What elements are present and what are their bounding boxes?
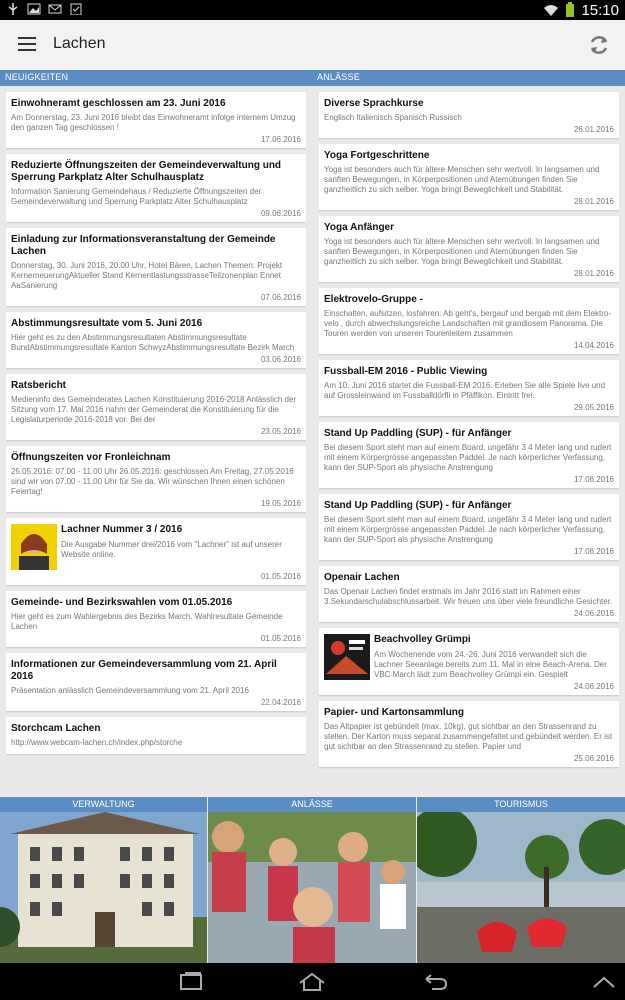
item-summary: Am Wochenende vom 24.-26. Juni 2016 verwandelt sich die Lachner Seeanlage bereits zum 11. Mal in eine Beach-Arena. Der VBC March lädt zum Beachvolley Grümpi ein. Gespielt [374, 650, 607, 679]
news-item[interactable] [6, 717, 306, 754]
news-item[interactable] [6, 92, 306, 148]
item-date: 19.05.2016 [260, 499, 301, 508]
tab-label: VERWALTUNG [0, 797, 207, 812]
item-title: Öffnungszeiten vor Fronleichnam [11, 452, 171, 463]
item-summary: Medieninfo des Gemeinderates Lachen Konstituierung 2016-2018 Anlässlich der Sitzung vom 17. Mai 2016 nahm der Gemeinderat die Konstituierung für die Legislaturperiode 2016-2018 vor. Bei der [11, 395, 297, 424]
notification-icons [6, 2, 83, 16]
item-date: 23.05.2016 [260, 427, 301, 436]
item-summary: Yoga ist besonders auch für ältere Menschen sehr wertvoll. In langsamen und sanften Bewegungen, in Körperpositionen und Atemübungen finden Sie ganzheitlich zu sich selber. Yoga bringt Beweglichkeit und Stabilität. [324, 237, 600, 266]
item-body [374, 634, 614, 680]
item-summary: 25.05.2016: 07.00 - 11.00 Uhr 26.05.2016: geschlossen Am Freitag, 27.05.2016 sind wir von 07.00 - 11.00 Uhr für Sie da. Wir wünschen Ihnen einen schönen Feiertag! [11, 467, 294, 496]
image-icon [27, 2, 41, 16]
events-list[interactable] [319, 86, 619, 798]
item-date: 17.06.2016 [573, 547, 614, 556]
item-date: 25.06.2016 [573, 754, 614, 763]
news-list[interactable] [6, 86, 306, 798]
item-date: 28.01.2016 [573, 197, 614, 206]
item-date: 24.06.2016 [573, 682, 614, 691]
news-item[interactable] [6, 653, 306, 711]
item-title: Gemeinde- und Bezirkswahlen vom 01.05.2016 [11, 597, 233, 608]
item-date: 01.05.2016 [260, 634, 301, 643]
item-summary: Englisch Italienisch Spanisch Russisch [324, 113, 462, 122]
item-title: Storchcam Lachen [11, 723, 101, 734]
item-title: Yoga Anfänger [324, 222, 395, 233]
item-date: 03.06.2016 [260, 355, 301, 364]
item-title: Yoga Fortgeschrittene [324, 150, 430, 161]
events-header: ANLÄSSE [317, 72, 360, 82]
event-item[interactable] [319, 566, 619, 622]
chevron-up-icon[interactable] [588, 971, 620, 993]
status-bar [0, 0, 625, 20]
item-title: Openair Lachen [324, 572, 400, 583]
column-headers [0, 70, 625, 86]
mail-icon [48, 2, 62, 16]
tab-tourismus[interactable] [417, 797, 625, 963]
beachvolley-thumbnail [324, 634, 370, 680]
refresh-icon[interactable] [587, 33, 611, 57]
item-summary: Präsentation anlässlich Gemeindeversammlung vom 21. April 2016 [11, 686, 249, 695]
event-item[interactable] [319, 92, 619, 138]
item-title: Stand Up Paddling (SUP) - für Anfänger [324, 428, 512, 439]
item-title: Elektrovelo-Gruppe - [324, 294, 423, 305]
tab-anlaesse[interactable] [208, 797, 416, 963]
page-title: Lachen [53, 35, 106, 52]
item-summary: Die Ausgabe Nummer drei/2016 vom "Lachner" ist auf unserer Website online. [61, 540, 282, 559]
item-date: 17.06.2016 [260, 135, 301, 144]
townhall-image [0, 812, 207, 963]
tab-label: TOURISMUS [417, 797, 625, 812]
wifi-icon [543, 3, 559, 17]
usb-icon [6, 2, 20, 16]
news-item[interactable] [6, 591, 306, 647]
news-header: NEUIGKEITEN [5, 72, 69, 82]
item-title: Reduzierte Öffnungszeiten der Gemeindeverwaltung und Sperrung Parkplatz Alter Schulhausplatz [11, 160, 282, 183]
item-title: Einladung zur Informationsveranstaltung der Gemeinde Lachen [11, 234, 276, 257]
news-item[interactable] [6, 374, 306, 440]
item-summary: Hier geht es zum Wahlergebnis des Bezirks March. Wahlresultate Gemeinde Lachen [11, 612, 283, 631]
news-item[interactable] [6, 154, 306, 222]
item-date: 29.05.2016 [573, 403, 614, 412]
item-summary: Am 10. Juni 2016 startet die Fussball-EM 2016. Erleben Sie alle Spiele live und auf Grossleinwand im Fussballdörfli in Pfäffikon. Eintritt frei. [324, 381, 606, 400]
event-item[interactable] [319, 360, 619, 416]
item-date: 09.06.2016 [260, 209, 301, 218]
event-item[interactable] [319, 628, 619, 695]
item-summary: Einschalten, aufsitzen, losfahren: Ab geht's, bergauf und bergab mit dem Elektro-velo , durch abwechslungsreiche Landschaften mit grandiosem Panorama. Die Touren werden von unseren Tourenleitern zusammen [324, 309, 612, 338]
item-title: Fussball-EM 2016 - Public Viewing [324, 366, 488, 377]
item-summary: Yoga ist besonders auch für ältere Menschen sehr wertvoll. In langsamen und sanften Bewegungen, in Körperpositionen und Atemübungen finden Sie ganzheitlich zu sich selber. Yoga bringt Beweglichkeit und Stabilität. [324, 165, 600, 194]
item-date: 24.06.2016 [573, 609, 614, 618]
system-nav-bar [0, 963, 625, 1000]
news-item[interactable] [6, 312, 306, 368]
item-date: 26.01.2016 [573, 125, 614, 134]
item-summary: Donnerstag, 30. Juni 2016, 20.00 Uhr, Hotel Bären, Lachen Themen: Projekt KernerneuerungAktueller Stand KernentlastungsstrasseTeilzonenplan Ennet AaSanierung [11, 261, 283, 290]
item-summary: Bei diesem Sport steht man auf einem Board, ungefähr 3 4 Meter lang und rudert mit einem Körpergrösse angepassten Paddel. Je nach körperlicher Verfassung, kann der SUP-Sport als physische Anstrengung [324, 443, 612, 472]
item-summary: Hier geht es zu den Abstimmungsresultaten Abstimmungsresultate BundAbstimmungsresultate Kanton SchwyzAbstimmungsresultate Bezirk March [11, 333, 295, 352]
item-summary: Bei diesem Sport steht man auf einem Board, ungefähr 3 4 Meter lang und rudert mit einem Körpergrösse angepassten Paddel. Je nach körperlicher Verfassung, kann der SUP-Sport als physische Anstrengung [324, 515, 612, 544]
item-summary: http://www.webcam-lachen.ch/index.php/storche [11, 738, 183, 747]
item-title: Lachner Nummer 3 / 2016 [61, 524, 183, 535]
news-item[interactable] [6, 228, 306, 306]
item-date: 17.06.2016 [573, 475, 614, 484]
item-title: Papier- und Kartonsammlung [324, 707, 465, 718]
news-item[interactable] [6, 446, 306, 512]
carnival-image [208, 812, 416, 963]
event-item[interactable] [319, 494, 619, 560]
item-summary: Das Altpapier ist gebündelt (max. 10kg), gut sichtbar an den Strassenrand zu stellen. Der Karton muss separat zusammengefaltet und gebündelt werden. Er ist gut sichtbar an den Strassenrand zu stellen. Papier und [324, 722, 613, 751]
tab-verwaltung[interactable] [0, 797, 207, 963]
tab-label: ANLÄSSE [208, 797, 416, 812]
item-date: 07.06.2016 [260, 293, 301, 302]
back-icon[interactable] [418, 971, 450, 993]
clock: 15:10 [581, 1, 619, 19]
event-item[interactable] [319, 288, 619, 354]
recent-apps-icon[interactable] [175, 971, 207, 993]
item-title: Einwohneramt geschlossen am 23. Juni 2016 [11, 98, 226, 109]
item-summary: Das Openair Lachen findet erstmals im Jahr 2016 statt im Rahmen einer 3.Sekundarschulabschlussarbeit. Wir freuen uns über viele freundliche Gesichter. [324, 587, 613, 606]
event-item[interactable] [319, 144, 619, 210]
lakeside-image [417, 812, 625, 963]
item-title: Abstimmungsresultate vom 5. Juni 2016 [11, 318, 203, 329]
item-title: Ratsbericht [11, 380, 67, 391]
item-date: 01.05.2016 [260, 572, 301, 581]
item-date: 22.04.2016 [260, 698, 301, 707]
app-bar [0, 20, 625, 70]
bottom-tabs [0, 797, 625, 963]
clipboard-check-icon [69, 2, 83, 16]
item-summary: Am Donnerstag, 23. Juni 2016 bleibt das Einwohneramt infolge internem Umzug den ganzen Tag geschlossen ! [11, 113, 296, 132]
menu-icon[interactable] [18, 37, 36, 53]
item-date: 28.01.2016 [573, 269, 614, 278]
home-icon[interactable] [296, 971, 328, 993]
item-body [61, 524, 301, 570]
news-item[interactable] [6, 518, 306, 585]
item-title: Informationen zur Gemeindeversammlung vom 21. April 2016 [11, 659, 277, 682]
item-title: Stand Up Paddling (SUP) - für Anfänger [324, 500, 512, 511]
event-item[interactable] [319, 216, 619, 282]
item-summary: Information Sanierung Gemeindehaus / Reduzierte Öffnungszeiten der Gemeindeverwaltung und Sperrung Parkplatz Alter Schulhausplatz [11, 187, 262, 206]
event-item[interactable] [319, 701, 619, 767]
item-date: 14.04.2016 [573, 341, 614, 350]
item-title: Diverse Sprachkurse [324, 98, 424, 109]
battery-icon [565, 2, 575, 18]
event-item[interactable] [319, 422, 619, 488]
magazine-thumbnail [11, 524, 57, 570]
item-title: Beachvolley Grümpi [374, 634, 471, 645]
